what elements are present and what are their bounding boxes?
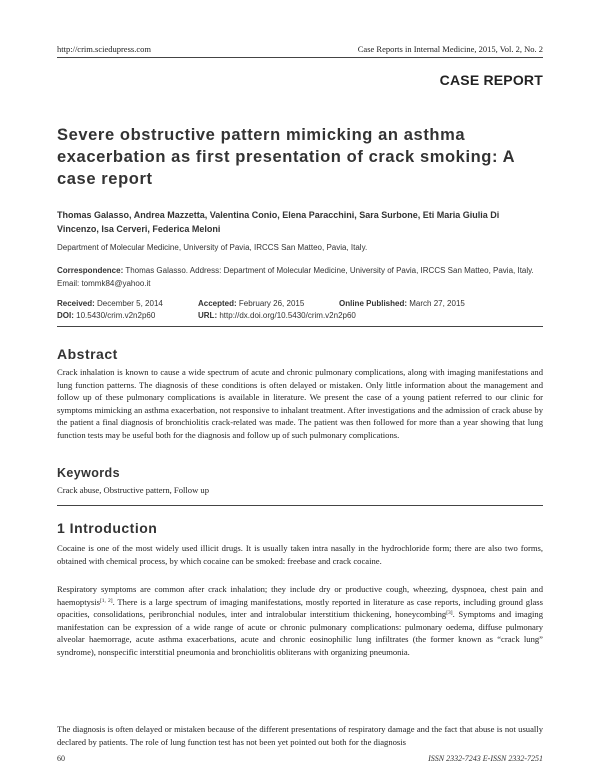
introduction-heading: 1 Introduction xyxy=(57,520,158,536)
published-date: Online Published: March 27, 2015 xyxy=(339,299,465,308)
accepted-date: Accepted: February 26, 2015 xyxy=(198,299,305,308)
section-type-label: CASE REPORT xyxy=(439,72,543,88)
keywords-divider xyxy=(57,505,543,506)
correspondence-label: Correspondence: xyxy=(57,266,124,275)
correspondence-text: Thomas Galasso. Address: Department of Molecular Medicine, University of Pavia, IRCCS San Matteo, Pavia, Italy. Email: tommk84@yahoo.it xyxy=(57,266,534,288)
dates-row xyxy=(57,298,543,310)
citation-ref[interactable]: [3] xyxy=(446,610,453,617)
citation-ref[interactable]: [1, 2] xyxy=(99,597,113,604)
journal-citation: Case Reports in Internal Medicine, 2015, Vol. 2, No. 2 xyxy=(357,44,543,54)
identifiers-row xyxy=(57,310,543,322)
intro-paragraph-3: The diagnosis is often delayed or mistaken because of the different presentations of respiratory damage and the fact that abuse is not usually declared by patients. The role of lung function test has not been yet pointed out both for the diagnosis xyxy=(57,724,543,747)
received-date: Received: December 5, 2014 xyxy=(57,299,163,308)
abstract-heading: Abstract xyxy=(57,346,118,362)
intro-paragraph-1: Cocaine is one of the most widely used illicit drugs. It is usually taken intra nasally in the hydrochloride form; there are also two forms, obtained with chemical process, by which cocaine can be smoked: freebase and crack cocaine. xyxy=(57,543,543,566)
page-number: 60 xyxy=(57,754,65,763)
dates-divider xyxy=(57,326,543,327)
correspondence xyxy=(57,264,542,290)
article-url: URL: http://dx.doi.org/10.5430/crim.v2n2p60 xyxy=(198,311,356,320)
intro-paragraph-2: Respiratory symptoms are common after crack inhalation; they include dry or productive cough, wheezing, dyspnoea, chest pain and haemoptysis[1, 2]. There is a large spectrum of imaging manifestations, mostly reported in literature as case reports, including ground glass opacities, consolidations, peribronchial nodules, inter and intralobular interstitium thickening, honeycombing[3]. Symptoms and imaging manifestation can be expression of a wide range of acute or chronic pulmonary complications: pulmonary oedema, diffuse pulmonary alveolar haemorrage, acute asthma exacerbations, acute and chronic eosinophilic lung infiltrates (the former known as “crack lung” syndrome), nonspecific interstitial pneumonia and bronchiolitis obliterans with organizing pneumonia. xyxy=(57,584,543,657)
journal-url[interactable]: http://crim.sciedupress.com xyxy=(57,44,151,54)
keywords-text: Crack abuse, Obstructive pattern, Follow up xyxy=(57,485,210,495)
abstract-text: Crack inhalation is known to cause a wide spectrum of acute and chronic pulmonary complications, along with imaging manifestations and lung function patterns. The diagnosis of these conditions is often delayed or mistaken. Only little information about the management and follow up of these pulmonary complications is available in literature. We present the case of a young patient referred to our clinic for symptoms mimicking an asthma exacerbation, not responsive to inhalant treatment. After investigations and the admission of crack abuse by the patient a final diagnosis of bronchiolitis crack-related was made. The patient was then followed for more than a year showing that lung function tests may be useful both for the diagnosis and follow up of such pulmonary complications. xyxy=(57,367,543,440)
author-list: Thomas Galasso, Andrea Mazzetta, Valentina Conio, Elena Paracchini, Sara Surbone, Eti Maria Giulia Di Vincenzo, Isa Cerveri, Federica Meloni xyxy=(57,210,500,234)
keywords-heading: Keywords xyxy=(57,466,120,480)
header-divider xyxy=(57,57,543,58)
article-dates xyxy=(57,298,543,322)
affiliation: Department of Molecular Medicine, University of Pavia, IRCCS San Matteo, Pavia, Italy. xyxy=(57,243,368,252)
page-footer xyxy=(57,754,543,763)
article-title: Severe obstructive pattern mimicking an asthma exacerbation as first presentation of crack smoking: A case report xyxy=(57,126,515,188)
doi: DOI: 10.5430/crim.v2n2p60 xyxy=(57,311,156,320)
running-header xyxy=(57,44,543,54)
issn: ISSN 2332-7243 E-ISSN 2332-7251 xyxy=(428,754,543,763)
